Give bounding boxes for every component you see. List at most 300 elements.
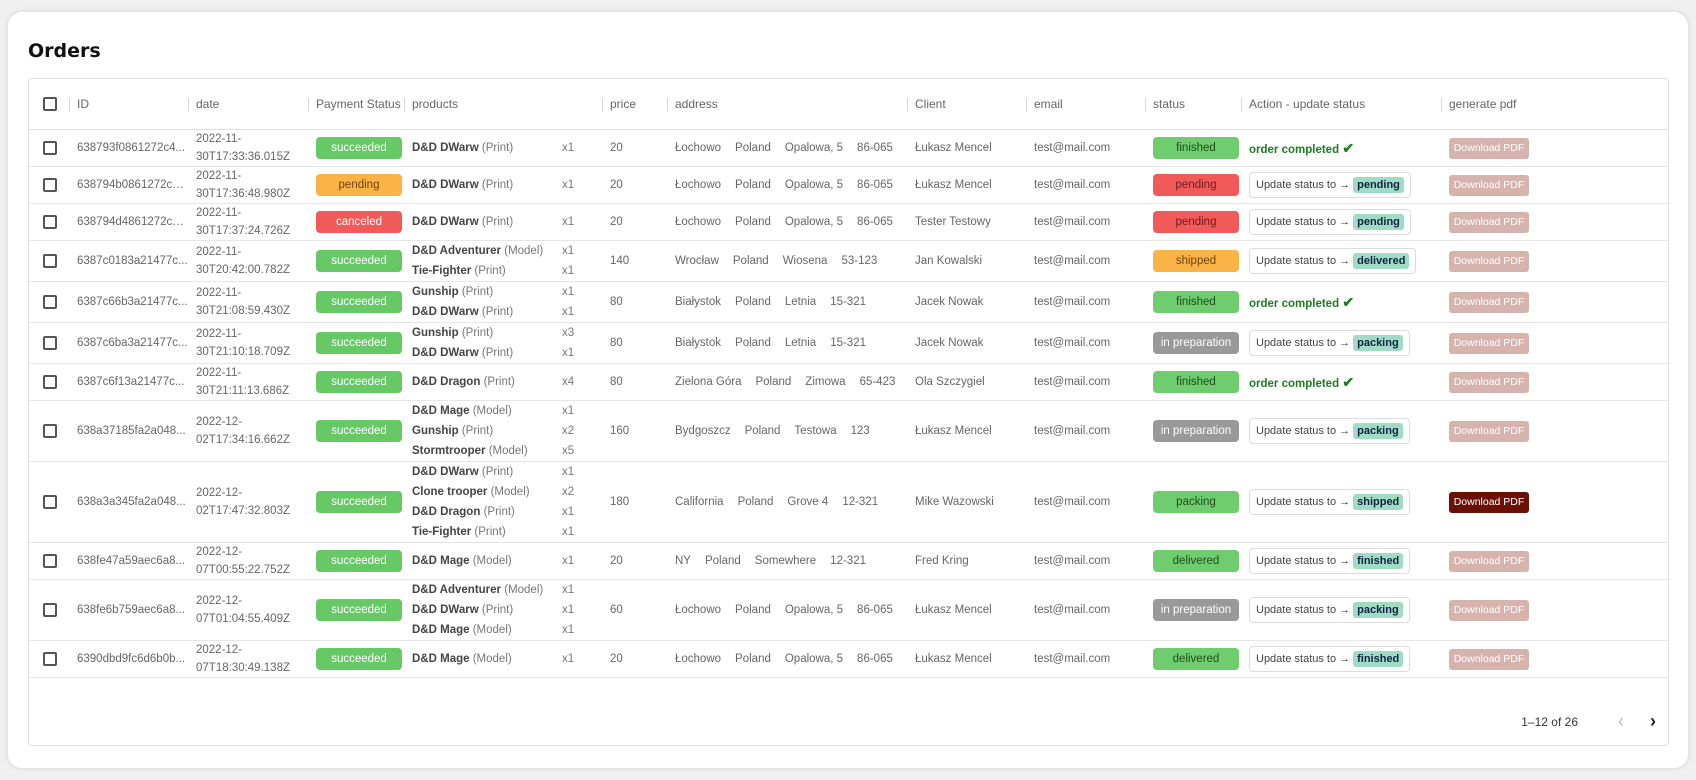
product-line	[412, 282, 602, 302]
order-date-line: 30T17:36:48.980Z	[196, 188, 290, 200]
address-cell	[667, 130, 907, 167]
order-date-line: 30T21:11:13.686Z	[196, 385, 290, 397]
product-quantity: x2	[562, 425, 575, 437]
order-date	[188, 580, 308, 641]
update-status-button[interactable]	[1249, 597, 1410, 623]
col-header-price[interactable]	[602, 79, 667, 130]
address-part: Grove 4	[787, 496, 829, 508]
product-quantity: x1	[562, 265, 575, 277]
table-footer	[29, 701, 1668, 745]
table-row[interactable]	[29, 543, 1668, 580]
product-quantity: x1	[562, 306, 575, 318]
product-variant: (Model)	[504, 584, 544, 596]
generate-pdf-cell	[1441, 282, 1668, 323]
product-name-wrap	[412, 261, 562, 281]
update-status-label: Update status to	[1256, 255, 1337, 267]
row-checkbox[interactable]	[43, 603, 57, 617]
row-select-cell	[29, 204, 69, 241]
order-status-badge: pending	[1153, 211, 1239, 233]
action-cell	[1241, 130, 1441, 167]
address-part: Opalowa, 5	[784, 179, 844, 191]
table-row[interactable]	[29, 580, 1668, 641]
check-icon: ✔	[1342, 293, 1355, 310]
col-header-status[interactable]	[1145, 79, 1241, 130]
row-checkbox[interactable]	[43, 652, 57, 666]
client-email: test@mail.com	[1026, 241, 1145, 282]
order-date	[188, 282, 308, 323]
table-row[interactable]	[29, 323, 1668, 364]
order-price: 80	[602, 364, 667, 401]
address-part: Poland	[735, 604, 771, 616]
address-part: Poland	[735, 337, 771, 349]
product-quantity: x1	[562, 526, 575, 538]
col-label: ID	[77, 97, 89, 111]
next-status-chip: finished	[1353, 651, 1403, 667]
order-price: 80	[602, 282, 667, 323]
order-completed-text: order completed	[1249, 377, 1340, 390]
row-checkbox[interactable]	[43, 215, 57, 229]
column-separator[interactable]	[188, 98, 189, 112]
column-separator[interactable]	[907, 98, 908, 112]
products-cell	[404, 130, 602, 167]
update-status-button[interactable]	[1249, 330, 1410, 356]
product-line	[412, 522, 602, 542]
products-cell	[404, 543, 602, 580]
payment-status-badge: pending	[316, 174, 402, 196]
row-checkbox[interactable]	[43, 141, 57, 155]
order-status-cell	[1145, 241, 1241, 282]
address-part: Letnia	[784, 337, 817, 349]
table-row[interactable]	[29, 641, 1668, 678]
address-part: Letnia	[784, 296, 817, 308]
order-date-line: 30T17:37:24.726Z	[196, 225, 290, 237]
update-status-label: Update status to	[1256, 604, 1337, 616]
order-completed-label	[1249, 139, 1355, 156]
address-part: 86-065	[857, 142, 893, 154]
payment-status-badge: succeeded	[316, 371, 402, 393]
products-cell	[404, 641, 602, 678]
product-name: D&D Mage	[412, 555, 470, 567]
order-id: 638793f0861272c4...	[69, 130, 188, 167]
product-name: D&D Dragon	[412, 506, 481, 518]
order-completed-text: order completed	[1249, 143, 1340, 156]
update-status-button[interactable]	[1249, 248, 1416, 274]
address-part: Poland	[737, 496, 774, 508]
table-row[interactable]	[29, 130, 1668, 167]
address-part: Białystok	[675, 337, 722, 349]
previous-page-icon[interactable]: ‹	[1618, 711, 1624, 731]
col-header-payment-status[interactable]	[308, 79, 404, 130]
column-separator[interactable]	[308, 98, 309, 112]
col-header-email[interactable]	[1026, 79, 1145, 130]
generate-pdf-cell	[1441, 641, 1668, 678]
order-id: 638794b0861272c4...	[69, 167, 188, 204]
address-cell	[667, 241, 907, 282]
table-row[interactable]	[29, 401, 1668, 462]
product-name-wrap	[412, 600, 562, 620]
next-status-chip: delivered	[1353, 253, 1409, 269]
table-row[interactable]	[29, 167, 1668, 204]
product-quantity: x4	[562, 376, 575, 388]
product-name-wrap	[412, 580, 562, 600]
row-checkbox[interactable]	[43, 375, 57, 389]
order-status-badge: in preparation	[1153, 599, 1239, 621]
payment-status-badge: succeeded	[316, 291, 402, 313]
column-separator[interactable]	[1441, 98, 1442, 112]
check-icon: ✔	[1342, 373, 1355, 390]
address-part: Łochowo	[675, 216, 722, 228]
order-date-line: 2022-11-	[196, 367, 242, 379]
column-separator[interactable]	[1026, 98, 1027, 112]
product-line	[412, 441, 602, 461]
row-select-cell	[29, 130, 69, 167]
address-part: 12-321	[830, 555, 866, 567]
col-header-client[interactable]	[907, 79, 1026, 130]
update-status-label: Update status to	[1256, 425, 1337, 437]
next-status-chip: packing	[1353, 602, 1403, 618]
products-cell	[404, 323, 602, 364]
row-select-cell	[29, 241, 69, 282]
column-separator[interactable]	[1241, 98, 1242, 112]
address-part: Opalowa, 5	[784, 216, 844, 228]
client-email: test@mail.com	[1026, 130, 1145, 167]
address-part: Poland	[735, 653, 771, 665]
check-icon: ✔	[1342, 139, 1355, 156]
order-status-cell	[1145, 580, 1241, 641]
address-cell	[667, 167, 907, 204]
arrow-right-icon: →	[1339, 425, 1351, 437]
order-date-line: 30T21:10:18.709Z	[196, 346, 290, 358]
order-date-line: 2022-11-	[196, 246, 242, 258]
download-pdf-button[interactable]: Download PDF	[1449, 138, 1529, 159]
product-variant: (Print)	[474, 265, 506, 277]
product-name-wrap	[412, 482, 562, 502]
order-id: 6387c6ba3a21477c...	[69, 323, 188, 364]
generate-pdf-cell	[1441, 241, 1668, 282]
client-name: Jacek Nowak	[907, 323, 1026, 364]
payment-status-cell	[308, 167, 404, 204]
product-name: D&D Dragon	[412, 376, 481, 388]
next-status-chip: packing	[1353, 335, 1403, 351]
header-row	[29, 79, 1668, 130]
product-name-wrap	[412, 212, 562, 232]
address-cell	[667, 364, 907, 401]
address-part: Poland	[755, 376, 792, 388]
address-part: Wrocław	[675, 255, 719, 267]
order-price: 60	[602, 580, 667, 641]
order-price: 20	[602, 167, 667, 204]
product-line	[412, 649, 602, 669]
column-separator[interactable]	[69, 98, 70, 112]
order-status-badge: packing	[1153, 491, 1239, 513]
address-part: Poland	[744, 425, 781, 437]
order-id: 638fe47a59aec6a8...	[69, 543, 188, 580]
product-variant: (Print)	[461, 425, 494, 437]
payment-status-badge: succeeded	[316, 137, 402, 159]
client-email: test@mail.com	[1026, 167, 1145, 204]
col-header-generate-pdf[interactable]	[1441, 79, 1668, 130]
select-all-checkbox[interactable]	[43, 97, 57, 111]
order-status-cell	[1145, 167, 1241, 204]
product-name-wrap	[412, 241, 562, 261]
action-cell	[1241, 282, 1441, 323]
order-status-cell	[1145, 204, 1241, 241]
download-pdf-button[interactable]: Download PDF	[1449, 492, 1529, 513]
products-cell	[404, 282, 602, 323]
product-variant: (Model)	[488, 445, 528, 457]
product-variant: (Print)	[481, 604, 514, 616]
address-part: 15-321	[830, 296, 866, 308]
order-id: 6390dbd9fc6d6b0b...	[69, 641, 188, 678]
client-email: test@mail.com	[1026, 401, 1145, 462]
download-pdf-button[interactable]: Download PDF	[1449, 292, 1529, 313]
order-id: 638794d4861272c4...	[69, 204, 188, 241]
order-date-line: 30T21:08:59.430Z	[196, 305, 290, 317]
row-checkbox[interactable]	[43, 495, 57, 509]
col-header-address[interactable]	[667, 79, 907, 130]
col-label: generate pdf	[1449, 97, 1517, 111]
action-cell	[1241, 323, 1441, 364]
product-name-wrap	[412, 401, 562, 421]
download-pdf-button[interactable]: Download PDF	[1449, 551, 1529, 572]
update-status-button[interactable]	[1249, 418, 1410, 444]
col-label: date	[196, 97, 220, 111]
product-name: D&D Mage	[412, 405, 470, 417]
table-row[interactable]	[29, 282, 1668, 323]
client-name: Jacek Nowak	[907, 282, 1026, 323]
order-date-line: 2022-11-	[196, 133, 242, 145]
address-part: Łochowo	[675, 604, 722, 616]
product-line	[412, 502, 602, 522]
next-page-icon[interactable]: ›	[1650, 711, 1656, 731]
products-cell	[404, 462, 602, 543]
pagination-range: 1–12 of 26	[1521, 715, 1578, 729]
order-status-badge: in preparation	[1153, 332, 1239, 354]
product-line	[412, 401, 602, 421]
col-header-id[interactable]	[69, 79, 188, 130]
payment-status-cell	[308, 282, 404, 323]
row-checkbox[interactable]	[43, 254, 57, 268]
row-select-cell	[29, 641, 69, 678]
col-header-date[interactable]	[188, 79, 308, 130]
product-line	[412, 580, 602, 600]
product-name-wrap	[412, 343, 562, 363]
address-part: Łochowo	[675, 179, 722, 191]
row-select-cell	[29, 401, 69, 462]
order-price: 140	[602, 241, 667, 282]
col-header-action[interactable]	[1241, 79, 1441, 130]
download-pdf-button[interactable]: Download PDF	[1449, 649, 1529, 670]
product-variant: (Print)	[481, 216, 514, 228]
order-date-line: 07T01:04:55.409Z	[196, 613, 290, 625]
address-part: NY	[675, 555, 691, 567]
column-separator[interactable]	[602, 98, 603, 112]
payment-status-cell	[308, 130, 404, 167]
orders-card	[8, 12, 1688, 768]
table-row[interactable]	[29, 364, 1668, 401]
action-cell	[1241, 364, 1441, 401]
address-part: Bydgoszcz	[675, 425, 731, 437]
address-part: Poland	[732, 255, 769, 267]
payment-status-cell	[308, 401, 404, 462]
order-date-line: 2022-12-	[196, 595, 243, 607]
page-title: Orders	[28, 40, 101, 62]
generate-pdf-cell	[1441, 364, 1668, 401]
row-select-cell	[29, 364, 69, 401]
generate-pdf-cell	[1441, 580, 1668, 641]
product-variant: (Model)	[504, 245, 544, 257]
product-quantity: x1	[562, 624, 575, 636]
product-quantity: x1	[562, 405, 575, 417]
product-name-wrap	[412, 462, 562, 482]
order-id: 638fe6b759aec6a8...	[69, 580, 188, 641]
order-date-line: 2022-12-	[196, 416, 243, 428]
product-name: Stormtrooper	[412, 445, 486, 457]
payment-status-cell	[308, 580, 404, 641]
address-part: 123	[850, 425, 870, 437]
order-date-line: 2022-12-	[196, 546, 243, 558]
product-variant: (Print)	[481, 466, 514, 478]
address-part: 15-321	[830, 337, 866, 349]
address-cell	[667, 282, 907, 323]
client-email: test@mail.com	[1026, 364, 1145, 401]
address-part: Poland	[735, 142, 771, 154]
payment-status-cell	[308, 204, 404, 241]
download-pdf-button[interactable]: Download PDF	[1449, 175, 1529, 196]
order-id: 6387c6f13a21477c...	[69, 364, 188, 401]
products-cell	[404, 241, 602, 282]
client-name: Łukasz Mencel	[907, 167, 1026, 204]
address-part: Zimowa	[805, 376, 846, 388]
col-header-products[interactable]	[404, 79, 602, 130]
product-name: D&D Adventurer	[412, 245, 502, 257]
order-status-badge: delivered	[1153, 550, 1239, 572]
column-separator[interactable]	[404, 98, 405, 112]
address-part: Poland	[735, 179, 771, 191]
download-pdf-button[interactable]: Download PDF	[1449, 372, 1529, 393]
order-status-cell	[1145, 462, 1241, 543]
product-quantity: x1	[562, 142, 575, 154]
payment-status-cell	[308, 543, 404, 580]
download-pdf-button[interactable]: Download PDF	[1449, 421, 1529, 442]
product-quantity: x3	[562, 327, 575, 339]
row-checkbox[interactable]	[43, 336, 57, 350]
order-status-badge: finished	[1153, 371, 1239, 393]
update-status-button[interactable]	[1249, 209, 1411, 235]
next-status-chip: finished	[1353, 553, 1403, 569]
product-name-wrap	[412, 551, 562, 571]
order-completed-label	[1249, 373, 1355, 390]
order-date-line: 30T17:33:36.015Z	[196, 151, 290, 163]
generate-pdf-cell	[1441, 401, 1668, 462]
payment-status-badge: succeeded	[316, 332, 402, 354]
product-name-wrap	[412, 620, 562, 640]
download-pdf-button[interactable]: Download PDF	[1449, 333, 1529, 354]
row-checkbox[interactable]	[43, 424, 57, 438]
column-separator[interactable]	[1145, 98, 1146, 112]
update-status-button[interactable]	[1249, 489, 1410, 515]
order-date-line: 02T17:47:32.803Z	[196, 505, 290, 517]
payment-status-badge: succeeded	[316, 550, 402, 572]
arrow-right-icon: →	[1339, 179, 1351, 191]
update-status-button[interactable]	[1249, 646, 1410, 672]
order-date-line: 2022-11-	[196, 328, 242, 340]
payment-status-cell	[308, 323, 404, 364]
orders-table-body	[29, 130, 1668, 678]
product-name: D&D DWarw	[412, 604, 479, 616]
order-status-badge: finished	[1153, 291, 1239, 313]
product-line	[412, 138, 602, 158]
update-status-button[interactable]	[1249, 172, 1411, 198]
client-name: Ola Szczygiel	[907, 364, 1026, 401]
product-name-wrap	[412, 282, 562, 302]
order-price: 20	[602, 130, 667, 167]
order-status-badge: pending	[1153, 174, 1239, 196]
product-quantity: x2	[562, 486, 575, 498]
next-status-chip: packing	[1353, 423, 1403, 439]
product-quantity: x1	[562, 286, 575, 298]
next-status-chip: pending	[1353, 214, 1404, 230]
client-email: test@mail.com	[1026, 282, 1145, 323]
generate-pdf-cell	[1441, 462, 1668, 543]
column-separator[interactable]	[667, 98, 668, 112]
product-name: Gunship	[412, 327, 459, 339]
product-line	[412, 620, 602, 640]
row-checkbox[interactable]	[43, 554, 57, 568]
order-date-line: 2022-11-	[196, 287, 242, 299]
payment-status-badge: succeeded	[316, 250, 402, 272]
client-email: test@mail.com	[1026, 462, 1145, 543]
row-checkbox[interactable]	[43, 295, 57, 309]
product-name-wrap	[412, 302, 562, 322]
product-line	[412, 323, 602, 343]
product-quantity: x1	[562, 604, 575, 616]
address-part: Poland	[735, 216, 771, 228]
order-date-line: 2022-11-	[196, 207, 242, 219]
update-status-button[interactable]	[1249, 548, 1410, 574]
order-price: 80	[602, 323, 667, 364]
product-line	[412, 343, 602, 363]
download-pdf-button[interactable]: Download PDF	[1449, 212, 1529, 233]
row-checkbox[interactable]	[43, 178, 57, 192]
action-cell	[1241, 641, 1441, 678]
product-name: Gunship	[412, 425, 459, 437]
download-pdf-button[interactable]: Download PDF	[1449, 251, 1529, 272]
table-row[interactable]	[29, 204, 1668, 241]
row-select-cell	[29, 167, 69, 204]
address-part: 86-065	[857, 179, 893, 191]
select-all-cell	[29, 79, 69, 130]
address-cell	[667, 204, 907, 241]
product-name-wrap	[412, 649, 562, 669]
order-date	[188, 204, 308, 241]
products-cell	[404, 204, 602, 241]
table-row[interactable]	[29, 241, 1668, 282]
product-name: Gunship	[412, 286, 459, 298]
action-cell	[1241, 241, 1441, 282]
product-name-wrap	[412, 441, 562, 461]
product-variant: (Print)	[481, 142, 514, 154]
address-part: Białystok	[675, 296, 722, 308]
order-id: 638a37185fa2a048...	[69, 401, 188, 462]
product-variant: (Print)	[481, 179, 514, 191]
product-variant: (Print)	[481, 306, 514, 318]
action-cell	[1241, 167, 1441, 204]
download-pdf-button[interactable]: Download PDF	[1449, 600, 1529, 621]
action-cell	[1241, 580, 1441, 641]
address-part: 86-065	[857, 653, 893, 665]
table-row[interactable]	[29, 462, 1668, 543]
